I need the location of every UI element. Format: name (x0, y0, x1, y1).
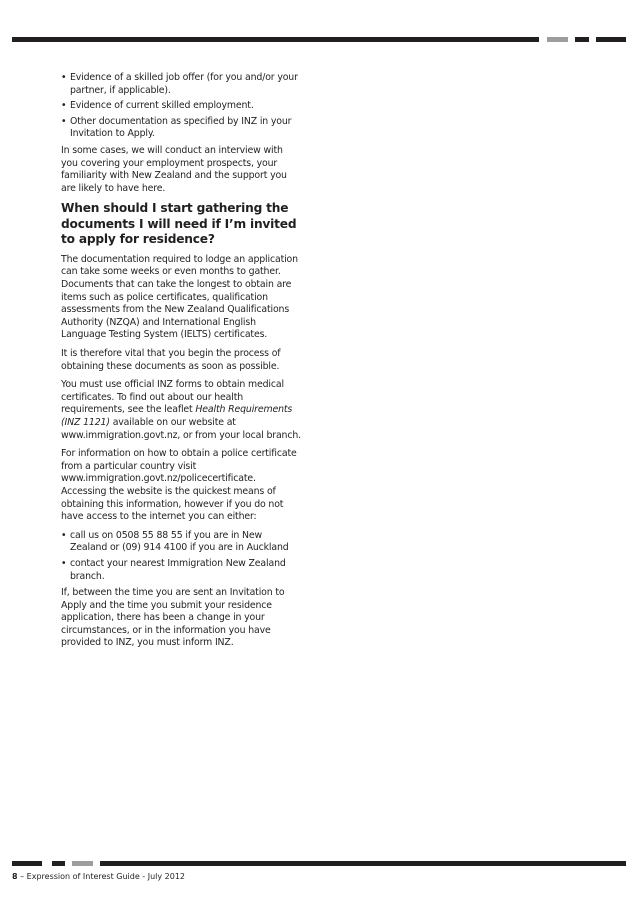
list-item: • call us on 0508 55 88 55 if you are in New Zealand or (09) 914 4100 if you are in Auckland (61, 530, 301, 555)
top-rule-black-segment-end (596, 37, 626, 42)
interview-paragraph: In some cases, we will conduct an interview with you covering your employment prospects, your familiarity with New Zealand and the support you are likely to have here. (61, 144, 287, 194)
footer-text: – Expression of Interest Guide - July 2012 (17, 872, 186, 881)
change-of-circumstances-paragraph: If, between the time you are sent an Invitation to Apply and the time you submit your residence application, there has been a change in your circumstances, or in the information you have provided to INZ, you must inform INZ. (61, 587, 285, 649)
contact-options-list (61, 530, 301, 583)
page-footer (12, 872, 185, 882)
bottom-rule-black-segment-short (52, 861, 65, 866)
police-certificate-paragraph: For information on how to obtain a police certificate from a particular country visit www.immigration.govt.nz/policecertificate. Accessing the website is the quickest means of obtaining this information, however if you do not have access to the internet you can either: (61, 448, 297, 523)
main-content (61, 72, 301, 656)
top-rule-gray-segment (547, 37, 568, 42)
top-rule-black-segment (575, 37, 589, 42)
bottom-rule-black-segment (12, 861, 42, 866)
documentation-paragraph: The documentation required to lodge an application can take some weeks or even months to gather. Documents that can take the longest to obtain are items such as police certificates, qualification assessments from the New Zealand Qualifications Authority (NZQA) and International English Language Testing System (IELTS) certificates. (61, 253, 298, 341)
page-number: 8 (12, 872, 18, 881)
medical-paragraph (61, 379, 301, 442)
medical-text-start: You must use official INZ forms to obtain medical certificates. To find out about our health requirements, see the leaflet (61, 379, 284, 416)
top-rule (12, 37, 539, 42)
list-item: • contact your nearest Immigration New Zealand branch. (61, 558, 301, 583)
health-requirements-leaflet-title: Health Requirements (INZ 1121) (61, 404, 293, 428)
vital-paragraph: It is therefore vital that you begin the process of obtaining these documents as soon as possible. (61, 348, 281, 372)
bottom-rule (100, 861, 626, 866)
medical-text-end: available on our website at www.immigration.govt.nz, or from your local branch. (61, 416, 301, 441)
bottom-rule-gray-segment (72, 861, 93, 866)
list-item: • Other documentation as specified by INZ in your Invitation to Apply. (61, 116, 301, 141)
section-heading: When should I start gathering the documents I will need if I’m invited to apply for residence? (61, 201, 297, 247)
list-item: • Evidence of a skilled job offer (for you and/or your partner, if applicable). (61, 72, 301, 97)
requirements-list (61, 72, 301, 141)
list-item: • Evidence of current skilled employment. (61, 100, 301, 113)
